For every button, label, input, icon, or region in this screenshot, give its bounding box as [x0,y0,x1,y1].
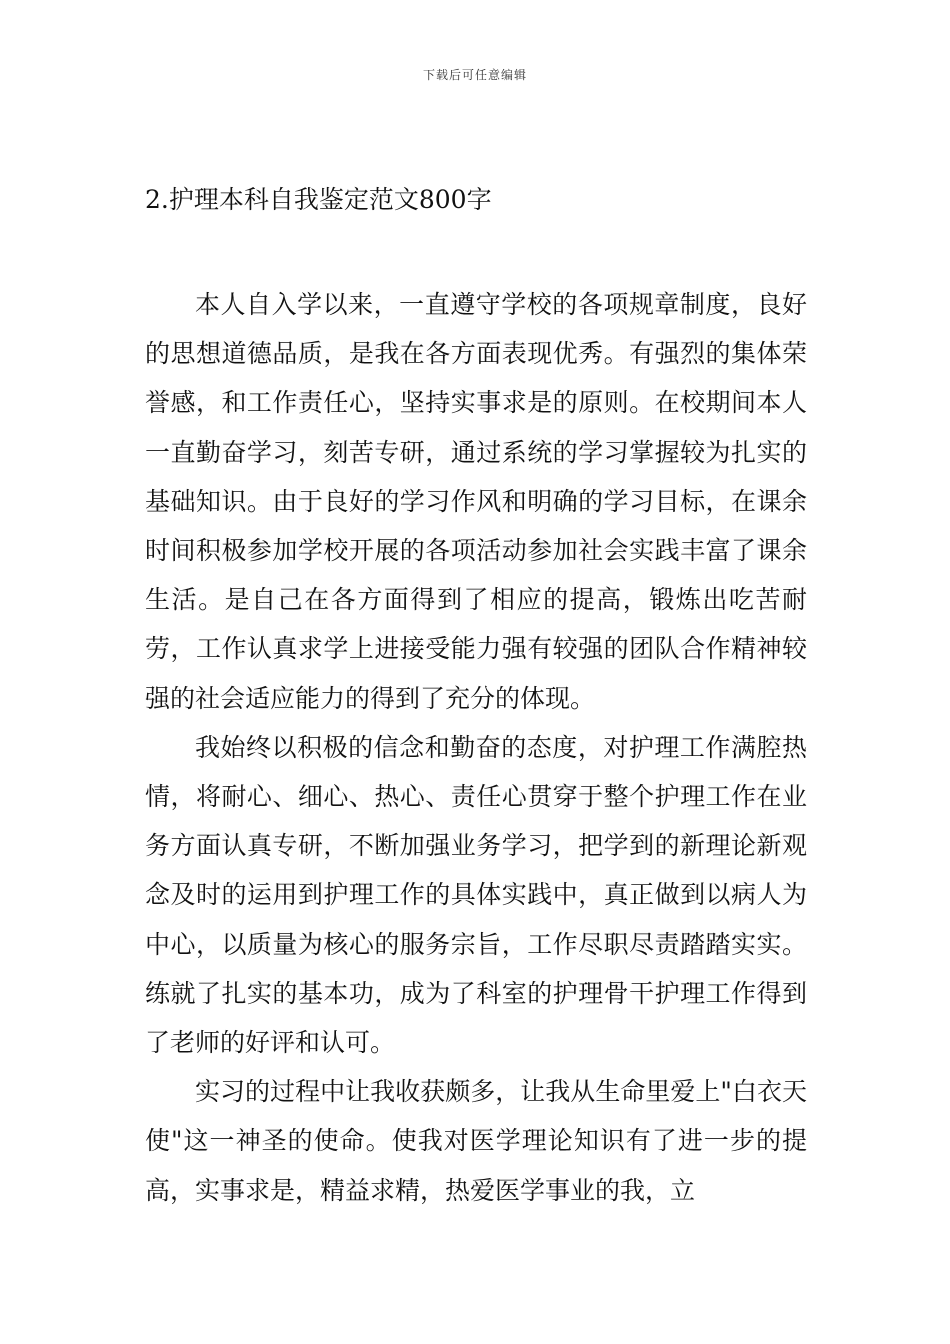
document-title: 2.护理本科自我鉴定范文800字 [145,185,492,214]
paragraph-2: 我始终以积极的信念和勤奋的态度，对护理工作满腔热情，将耐心、细心、热心、责任心贯穿于整个护理工作在业务方面认真专研，不断加强业务学习，把学到的新理论新观念及时的运用到护理工作的具体实践中，真正做到以病人为中心，以质量为核心的服务宗旨，工作尽职尽责踏踏实实。练就了扎实的基本功，成为了科室的护理骨干护理工作得到了老师的好评和认可。 [145,732,807,1058]
document-body [145,280,807,1215]
header-note: 下载后可任意编辑 [422,68,527,82]
paragraph-1: 本人自入学以来，一直遵守学校的各项规章制度，良好的思想道德品质，是我在各方面表现优秀。有强烈的集体荣誉感，和工作责任心，坚持实事求是的原则。在校期间本人一直勤奋学习，刻苦专研，通过系统的学习掌握较为扎实的基础知识。由于良好的学习作风和明确的学习目标，在课余时间积极参加学校开展的各项活动参加社会实践丰富了课余生活。是自己在各方面得到了相应的提高，锻炼出吃苦耐劳，工作认真求学上进接受能力强有较强的团队合作精神较强的社会适应能力的得到了充分的体现。 [145,290,807,713]
paragraph-3: 实习的过程中让我收获颇多，让我从生命里爱上"白衣天使"这一神圣的使命。使我对医学理论知识有了进一步的提高，实事求是，精益求精，热爱医学事业的我，立 [145,1077,807,1205]
